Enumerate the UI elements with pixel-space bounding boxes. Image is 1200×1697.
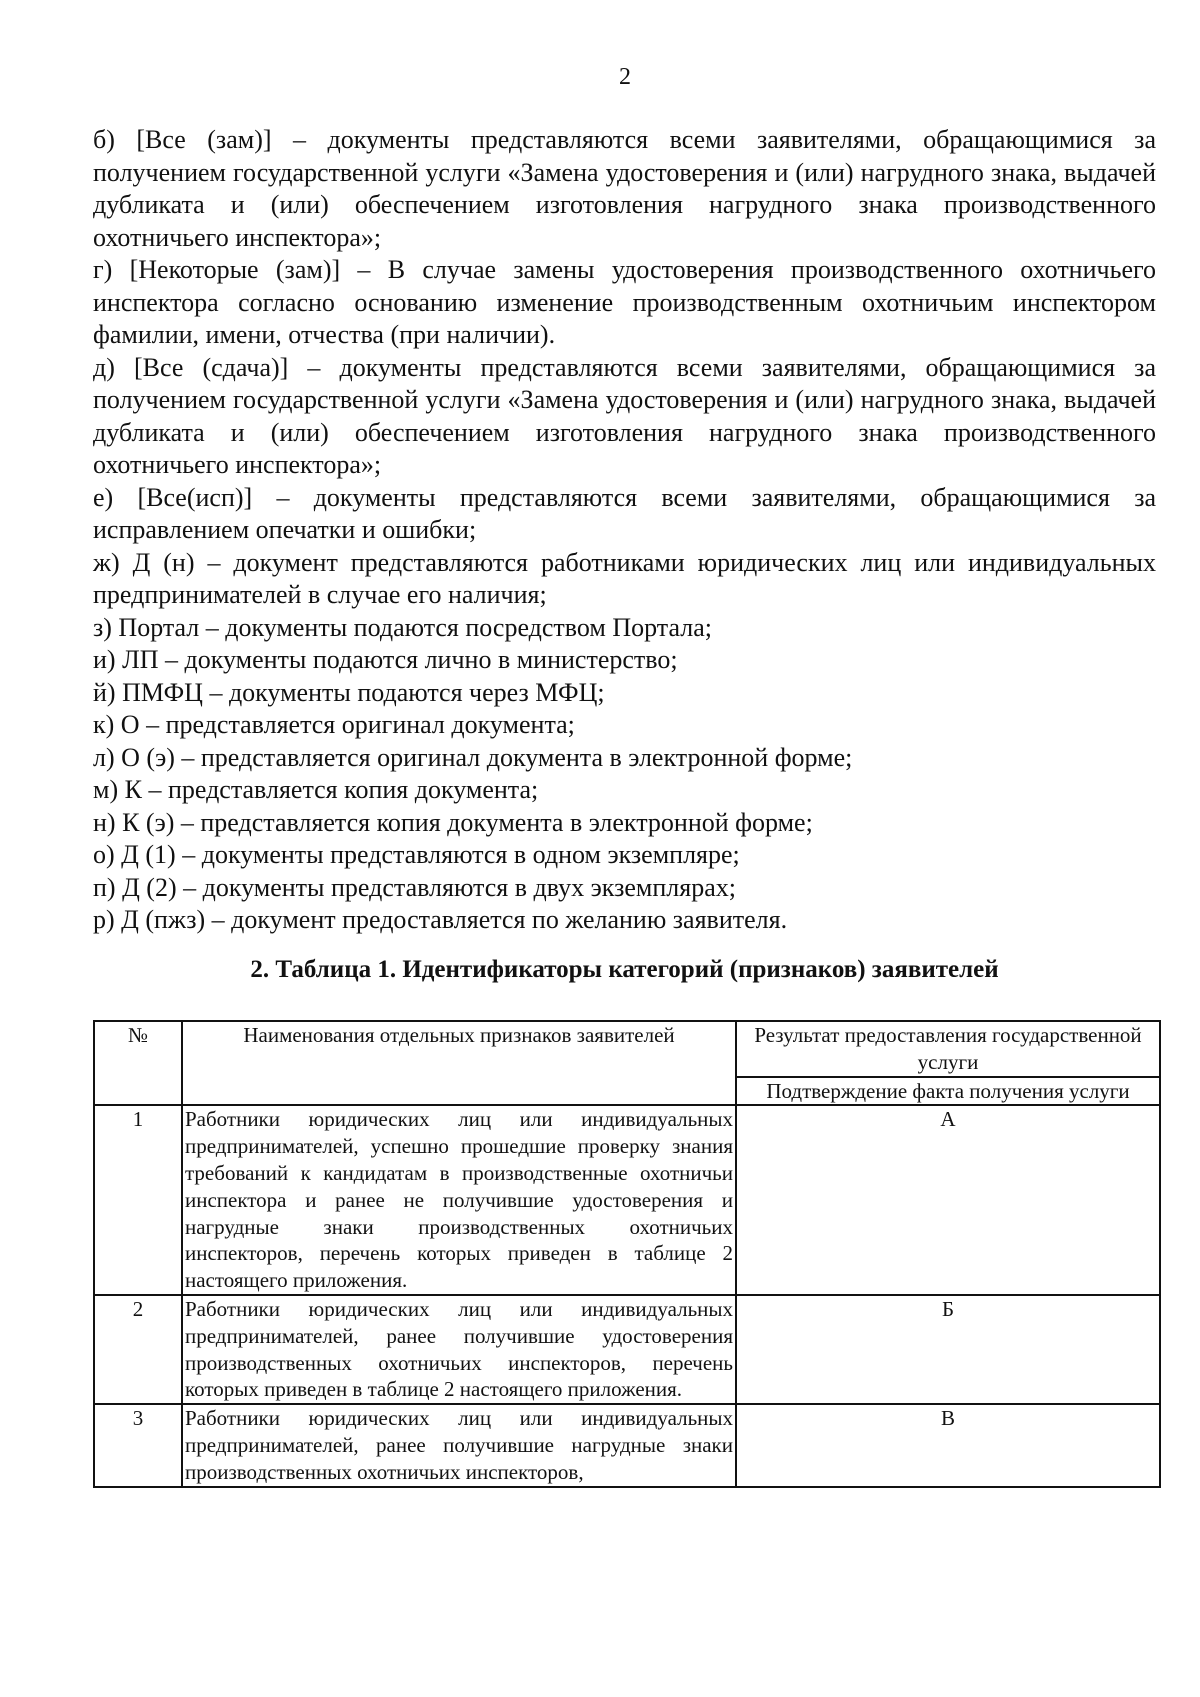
paragraph-o: о) Д (1) – документы представляются в одном экземпляре; [93,840,740,869]
table-row [94,1404,1160,1486]
section-title: 2. Таблица 1. Идентификаторы категорий (признаков) заявителей [250,956,999,983]
row-name: Работники юридических лиц или индивидуальных предпринимателей, ранее получившие нагрудные знаки производственных охотничьих инспекторов, [182,1404,736,1486]
paragraph-e: е) [Все(исп)] – документы представляются всеми заявителями, обращающимися за исправлением опечатки и ошибки; [93,482,1156,544]
paragraph-m: м) К – представляется копия документа; [93,775,539,804]
paragraph-k: к) О – представляется оригинал документа; [93,710,575,739]
header-num: № [94,1021,182,1105]
row-num: 1 [94,1105,182,1295]
paragraph-i: и) ЛП – документы подаются лично в министерство; [93,645,678,674]
row-name: Работники юридических лиц или индивидуальных предпринимателей, успешно прошедшие проверку знания требований к кандидатам в производственные охотничьи инспектора и ранее не получившие удостоверения и нагрудные знаки производственных охотничьих инспекторов, перечень которых приведен в таблице 2 настоящего приложения. [182,1105,736,1295]
table-row [94,1105,1160,1295]
applicant-categories-table [93,1020,1161,1488]
paragraph-p: п) Д (2) – документы представляются в двух экземплярах; [93,872,736,902]
paragraph-r: р) Д (пжз) – документ предоставляется по желанию заявителя. [93,905,788,934]
paragraph-d: д) [Все (сдача)] – документы представляются всеми заявителями, обращающимися за получением государственной услуги «Замена удостоверения и (или) нагрудного знака, выдачей дубликата и (или) обеспечением изготовления нагрудного знака производственного охотничьего инспектора»; [93,352,1156,479]
paragraph-zh: ж) Д (н) – документ представляются работниками юридических лиц или индивидуальных предпринимателей в случае его наличия; [93,547,1156,609]
table-row [94,1295,1160,1404]
page-number: 2 [619,64,631,90]
table-header-row [94,1021,1160,1077]
paragraph-y: й) ПМФЦ – документы подаются через МФЦ; [93,677,605,707]
paragraph-l: л) О (э) – представляется оригинал документа в электронной форме; [93,742,853,772]
body-text [93,124,1156,937]
row-num: 2 [94,1295,182,1404]
header-result-sub: Подтверждение факта получения услуги [736,1077,1160,1106]
header-result: Результат предоставления государственной услуги [736,1021,1160,1077]
row-result: Б [736,1295,1160,1404]
paragraph-n: н) К (э) – представляется копия документа в электронной форме; [93,807,813,837]
row-result: А [736,1105,1160,1295]
paragraph-g: г) [Некоторые (зам)] – В случае замены удостоверения производственного охотничьего инспектора согласно основанию изменение производственным охотничьим инспектором фамилии, имени, отчества (при наличии). [93,255,1156,349]
paragraph-z: з) Портал – документы подаются посредством Портала; [93,612,712,642]
row-result: В [736,1404,1160,1486]
row-num: 3 [94,1404,182,1486]
row-name: Работники юридических лиц или индивидуальных предпринимателей, ранее получившие удостоверения производственных охотничьих инспекторов, перечень которых приведен в таблице 2 настоящего приложения. [182,1295,736,1404]
header-name: Наименования отдельных признаков заявителей [182,1021,736,1105]
paragraph-b: б) [Все (зам)] – документы представляются всеми заявителями, обращающимися за получением государственной услуги «Замена удостоверения и (или) нагрудного знака, выдачей дубликата и (или) обеспечением изготовления нагрудного знака производственного охотничьего инспектора»; [93,125,1156,252]
